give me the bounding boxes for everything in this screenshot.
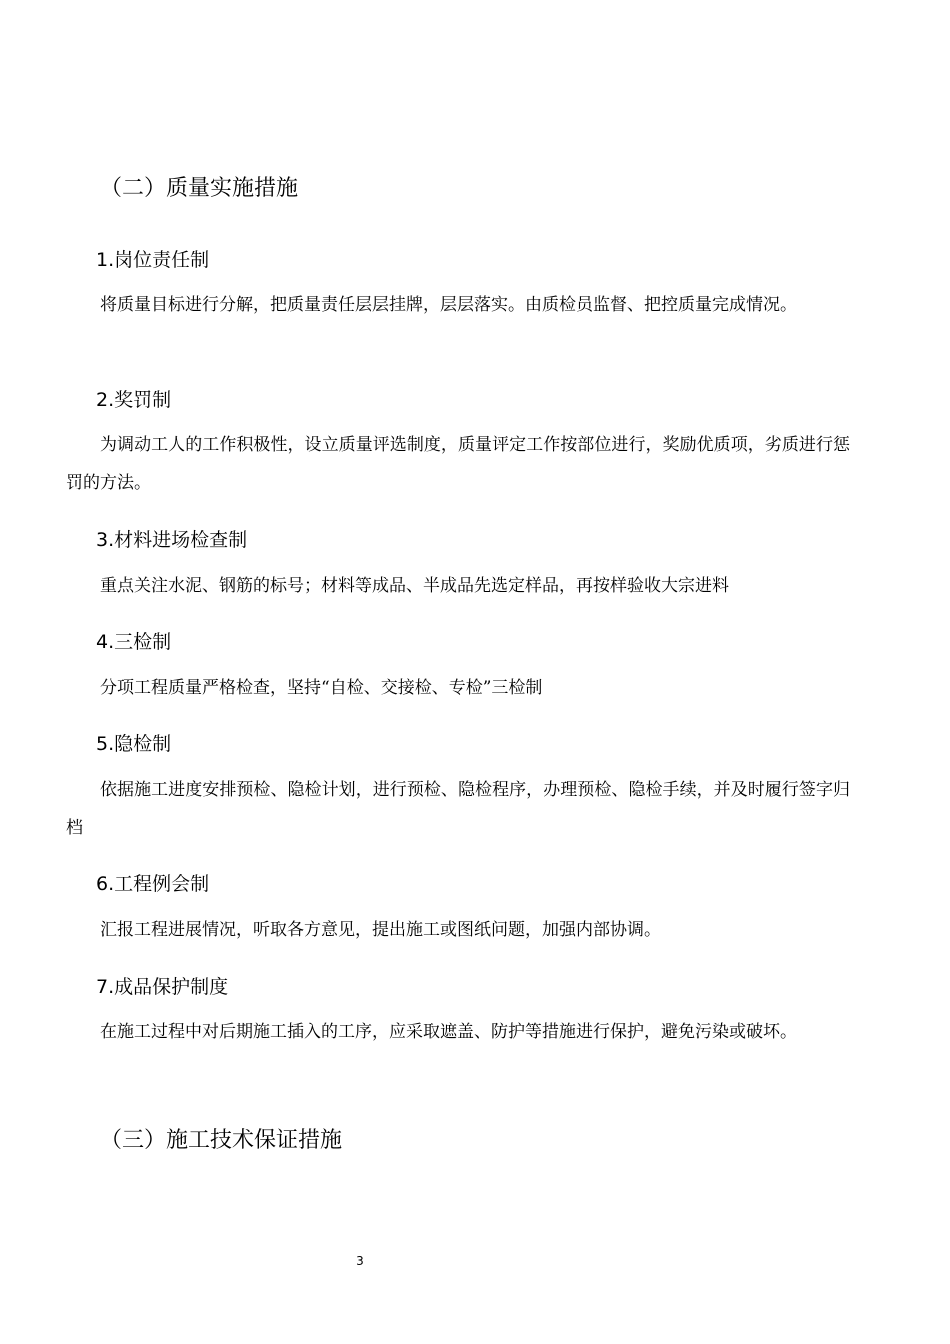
subheading-post-responsibility: 1.岗位责任制 (96, 249, 210, 271)
paragraph-three-inspection: 分项工程质量严格检查，坚持“自检、交接检、专检”三检制 (100, 678, 543, 698)
paragraph-reward-penalty: 为调动工人的工作积极性，设立质量评选制度，质量评定工作按部位进行，奖励优质项，劣质进行惩罚的方法。 (66, 435, 850, 493)
section-heading-technical-measures: （三）施工技术保证措施 (100, 1128, 343, 1153)
paragraph-concealed-inspection: 依据施工进度安排预检、隐检计划，进行预检、隐检程序，办理预检、隐检手续，并及时履行签字归档 (66, 780, 850, 838)
subheading-material-inspection: 3.材料进场检查制 (96, 529, 248, 551)
subheading-regular-meeting: 6.工程例会制 (96, 873, 210, 895)
subheading-three-inspection: 4.三检制 (96, 631, 172, 653)
subheading-product-protection: 7.成品保护制度 (96, 976, 229, 998)
paragraph-product-protection: 在施工过程中对后期施工插入的工序，应采取遮盖、防护等措施进行保护，避免污染或破坏。 (100, 1022, 797, 1042)
subheading-concealed-inspection: 5.隐检制 (96, 733, 172, 755)
paragraph-post-responsibility: 将质量目标进行分解，把质量责任层层挂牌，层层落实。由质检员监督、把控质量完成情况。 (100, 295, 797, 315)
paragraph-material-inspection: 重点关注水泥、钢筋的标号；材料等成品、半成品先选定样品，再按样验收大宗进料 (100, 576, 729, 596)
section-heading-quality-measures: （二）质量实施措施 (100, 176, 299, 201)
page-number: 3 (356, 1254, 364, 1268)
subheading-reward-penalty: 2.奖罚制 (96, 389, 172, 411)
paragraph-regular-meeting: 汇报工程进展情况，听取各方意见，提出施工或图纸问题，加强内部协调。 (100, 920, 661, 940)
